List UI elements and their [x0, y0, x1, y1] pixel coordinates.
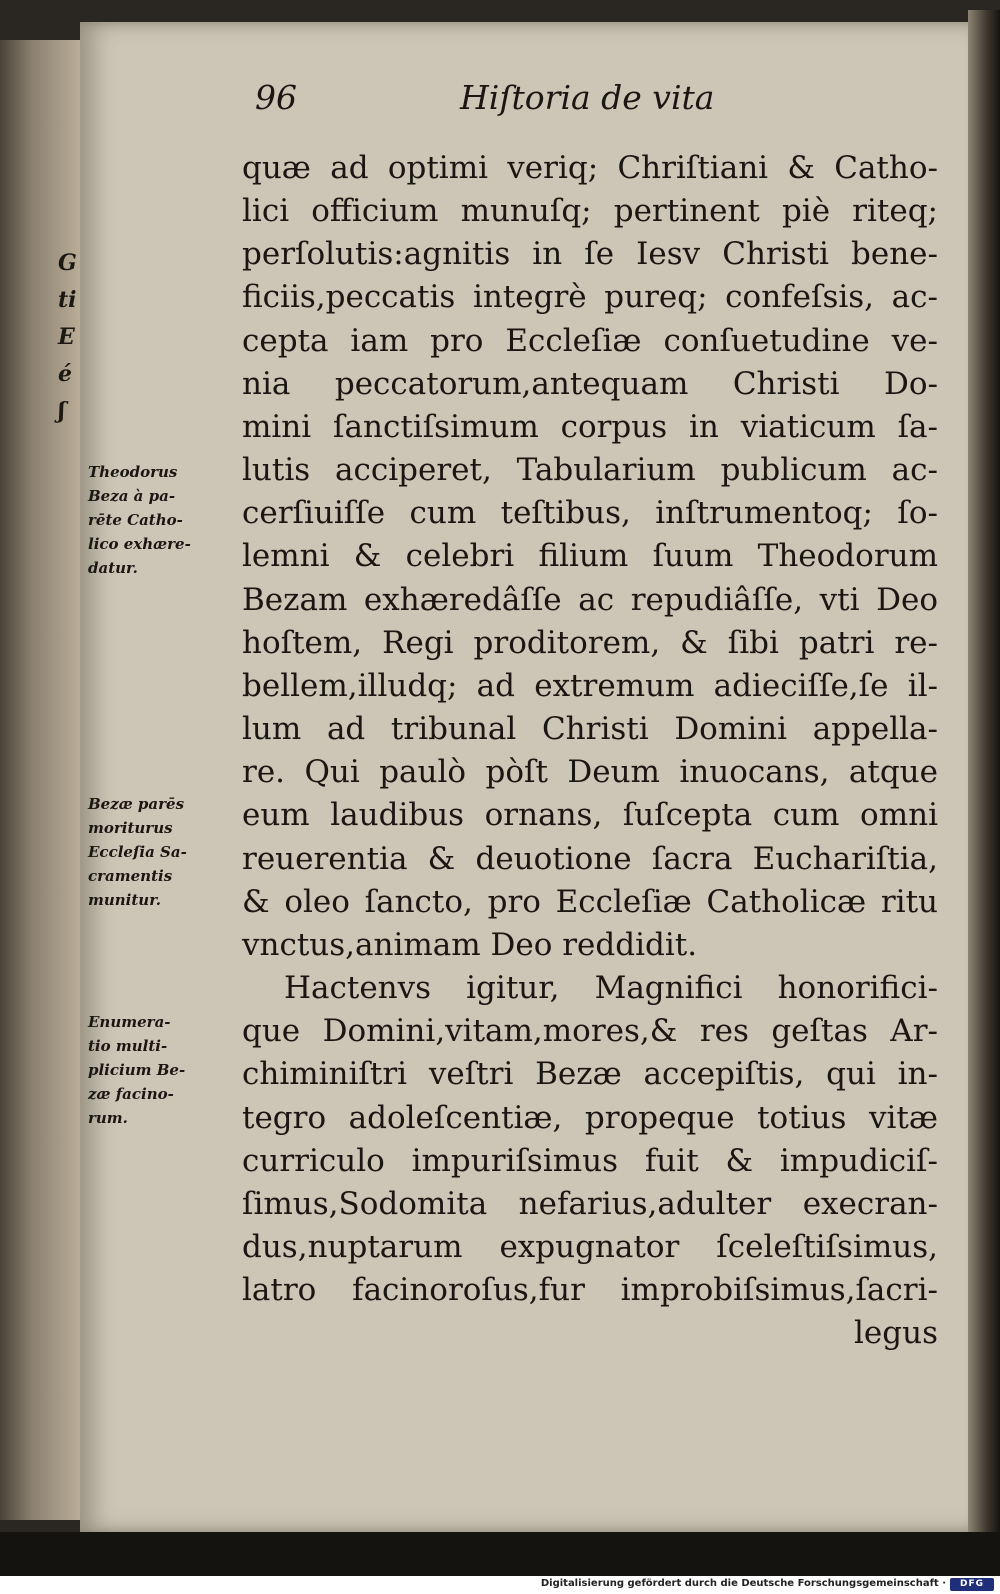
- text-line: perſolutis:agnitis in ſe Iesv Christi bene-: [242, 236, 938, 272]
- text-line: lum ad tribunal Christi Domini appella-: [242, 711, 938, 747]
- text-line: cepta iam pro Eccleſiæ conſuetudine ve-: [242, 323, 938, 359]
- text-line: que Domini,vitam,mores,& res geſtas Ar-: [242, 1013, 938, 1049]
- text-line: ficiis,peccatis integrè pureq; confeſsis, ac-: [242, 279, 938, 315]
- marginal-note-line: zæ facino-: [88, 1085, 174, 1103]
- marginal-note-line: plicium Be-: [88, 1061, 186, 1079]
- marginal-note: [88, 1010, 238, 1130]
- text-line: eum laudibus ornans, ſuſcepta cum omni: [242, 797, 938, 833]
- adjacent-letter: G: [58, 250, 77, 276]
- adjacent-letter: E: [58, 324, 75, 350]
- text-line: curriculo impuriſsimus fuit & impudiciſ-: [242, 1143, 938, 1179]
- text-line: re. Qui paulò pòſt Deum inuocans, atque: [242, 754, 938, 790]
- adjacent-letter: ti: [58, 287, 77, 313]
- marginal-note-line: Enumera-: [88, 1013, 171, 1031]
- marginal-note-line: Theodorus: [88, 463, 178, 481]
- footer-bar: [0, 1576, 1000, 1594]
- text-line: tegro adoleſcentiæ, propeque totius vitæ: [242, 1100, 938, 1136]
- dfg-logo: DFG: [950, 1578, 994, 1591]
- text-line: & oleo ſancto, pro Eccleſiæ Catholicæ ritu: [242, 884, 938, 920]
- marginal-note-line: rum.: [88, 1109, 128, 1127]
- catchword: legus: [854, 1315, 938, 1351]
- marginal-note-line: Beza à pa-: [88, 487, 176, 505]
- running-title: Hiſtoria de vita: [460, 78, 715, 117]
- text-line: reuerentia & deuotione ſacra Euchariſtia,: [242, 841, 938, 877]
- text-line: lemni & celebri filium ſuum Theodorum: [242, 538, 938, 574]
- text-line: latro facinoroſus,fur improbiſsimus,ſacri-: [242, 1272, 938, 1308]
- text-line: lici officium munuſq; pertinent piè riteq;: [242, 193, 938, 229]
- text-line: Bezam exhæredâſſe ac repudiâſſe, vti Deo: [242, 582, 938, 618]
- marginal-note-line: rēte Catho-: [88, 511, 183, 529]
- text-line: dus,nuptarum expugnator ſceleſtiſsimus,: [242, 1229, 938, 1265]
- text-line: ſimus,Sodomita nefarius,adulter execran-: [242, 1186, 938, 1222]
- text-line: mini ſanctiſsimum corpus in viaticum ſa-: [242, 409, 938, 445]
- marginal-note: [88, 460, 238, 580]
- text-line: quæ ad optimi veriq; Chriſtiani & Catho-: [242, 150, 938, 186]
- text-line: cerſiuiſſe cum teſtibus, inſtrumentoq; ſo-: [242, 495, 938, 531]
- text-line: chiminiſtri veſtri Bezæ accepiſtis, qui in-: [242, 1056, 938, 1092]
- footer-credit: Digitalisierung gefördert durch die Deutsche Forschungsgemeinschaft ·: [540, 1578, 946, 1589]
- scan-background: [0, 1532, 1000, 1576]
- paragraph-start-line: Hactenvs igitur, Magnifici honorifici-: [284, 970, 938, 1006]
- marginal-note-line: lico exhære-: [88, 535, 191, 553]
- marginal-note-line: datur.: [88, 559, 138, 577]
- page-number: 96: [255, 78, 297, 117]
- marginal-note-line: tio multi-: [88, 1037, 168, 1055]
- text-line: nia peccatorum,antequam Christi Do-: [242, 366, 938, 402]
- text-line: vnctus,animam Deo reddidit.: [242, 927, 698, 963]
- adjacent-letter: é: [58, 361, 72, 387]
- adjacent-letter: ʃ: [58, 398, 66, 424]
- text-line: lutis acciperet, Tabularium publicum ac-: [242, 452, 938, 488]
- marginal-note-line: moriturus: [88, 819, 173, 837]
- marginal-note-line: munitur.: [88, 891, 161, 909]
- marginal-note: [88, 792, 238, 912]
- page-fore-edge: [968, 10, 1000, 1540]
- marginal-note-line: Eccleſia Sa-: [88, 843, 187, 861]
- text-line: hoſtem, Regi proditorem, & ſibi patri re-: [242, 625, 938, 661]
- marginal-note-line: Bezæ parēs: [88, 795, 185, 813]
- page-header: [240, 78, 940, 128]
- text-line: bellem,illudq; ad extremum adieciſſe,ſe il-: [242, 668, 938, 704]
- adjacent-page-letters: [58, 245, 80, 430]
- marginal-note-line: cramentis: [88, 867, 173, 885]
